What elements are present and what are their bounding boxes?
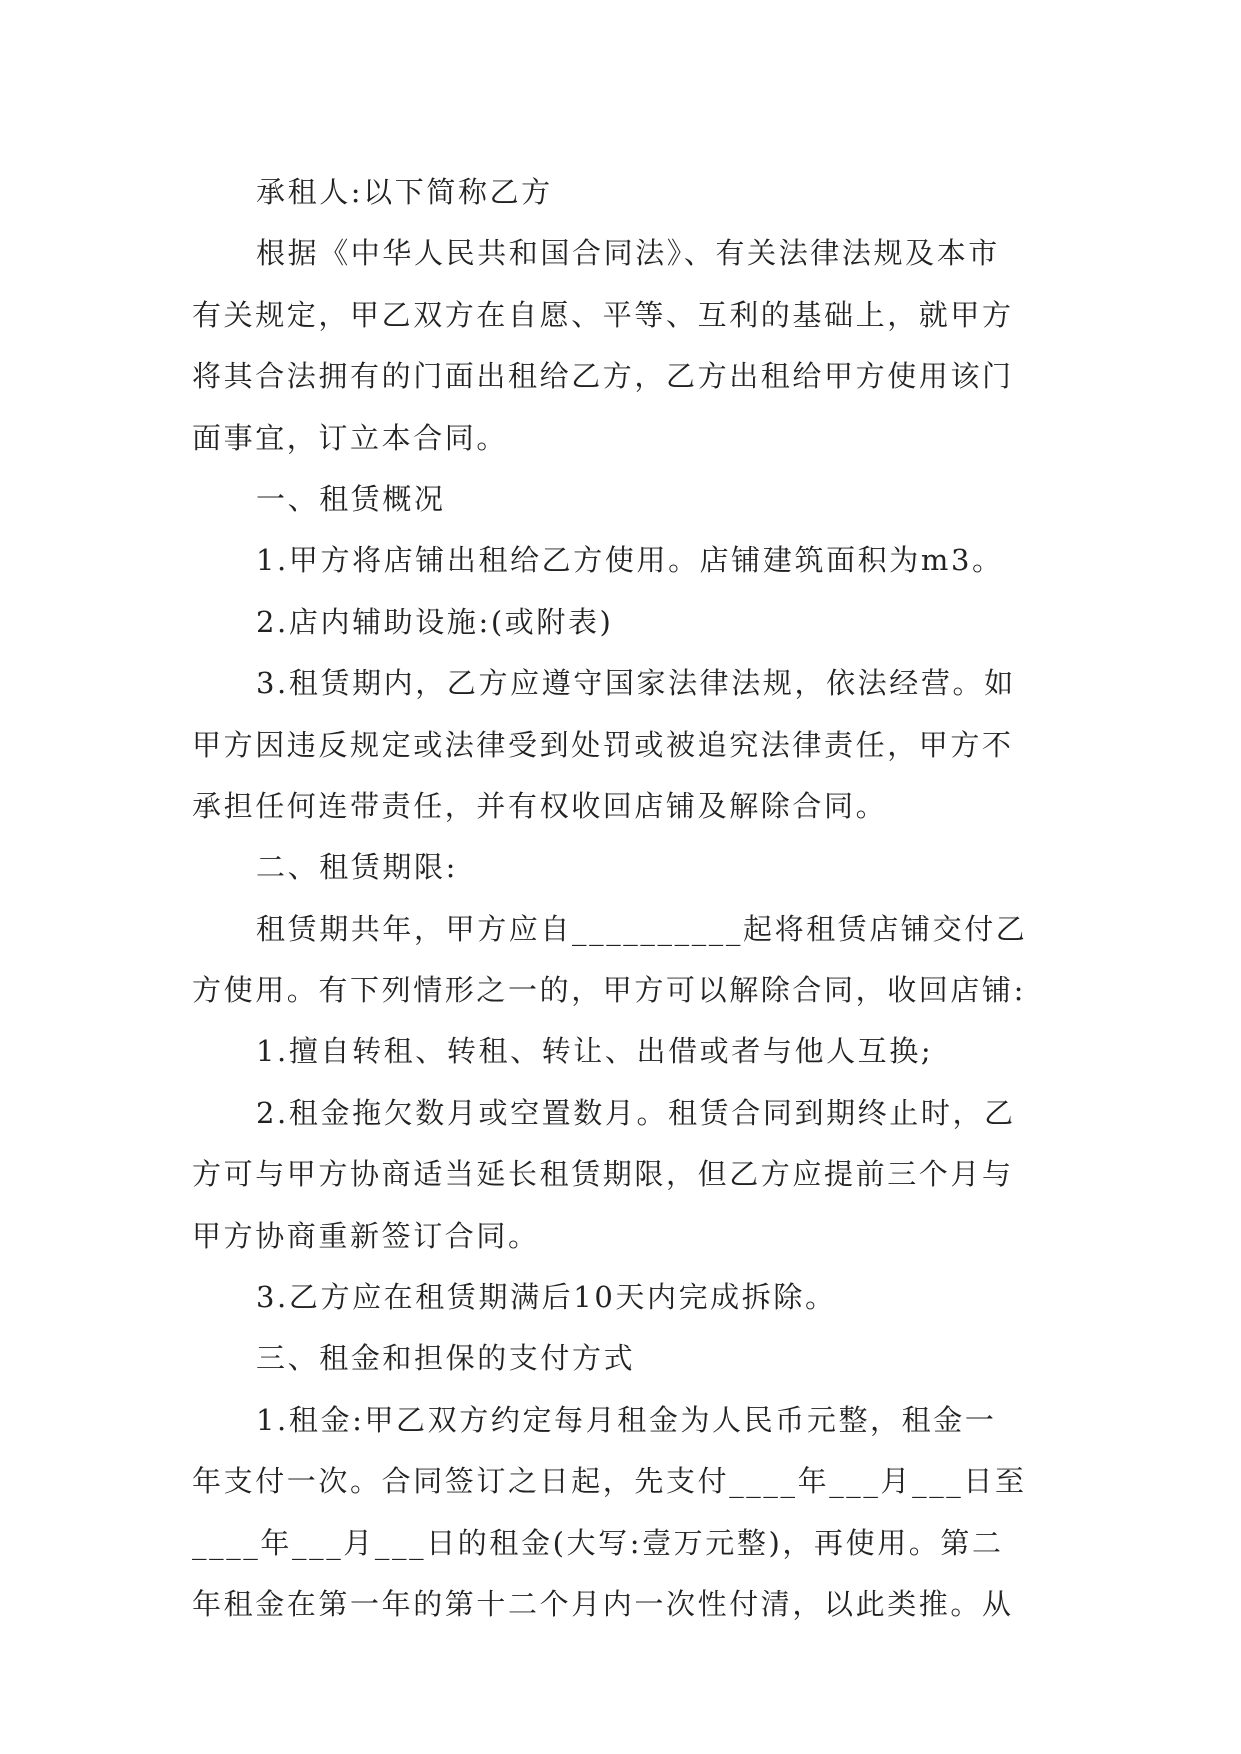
paragraph-line: 2.租金拖欠数月或空置数月。租赁合同到期终止时，乙: [256, 1095, 1016, 1130]
paragraph-line: 年支付一次。合同签订之日起，先支付____年___月___日至: [192, 1464, 1027, 1499]
paragraph-line: 1.甲方将店铺出租给乙方使用。店铺建筑面积为m3。: [256, 543, 1004, 578]
paragraph-line: 面事宜，订立本合同。: [192, 420, 509, 455]
paragraph-line: 租赁期共年，甲方应自__________起将租赁店铺交付乙: [256, 911, 1028, 946]
paragraph-line: 3.乙方应在租赁期满后10天内完成拆除。: [256, 1280, 837, 1315]
section-heading: 一、租赁概况: [256, 481, 446, 516]
paragraph-line: 1.擅自转租、转租、转让、出借或者与他人互换;: [256, 1034, 934, 1069]
paragraph-line: 甲方因违反规定或法律受到处罚或被追究法律责任，甲方不: [192, 727, 1014, 762]
section-heading: 二、租赁期限:: [256, 850, 458, 885]
paragraph-line: 1.租金:甲乙双方约定每月租金为人民币元整，租金一: [256, 1402, 997, 1437]
paragraph-line: 年租金在第一年的第十二个月内一次性付清，以此类推。从: [192, 1586, 1014, 1621]
paragraph-line: 根据《中华人民共和国合同法》、有关法律法规及本市: [256, 236, 1000, 271]
paragraph-line: 承租人:以下简称乙方: [256, 175, 553, 209]
paragraph-line: ____年___月___日的租金(大写:壹万元整)，再使用。第二: [192, 1525, 1004, 1560]
paragraph-line: 甲方协商重新签订合同。: [192, 1218, 540, 1253]
paragraph-line: 将其合法拥有的门面出租给乙方，乙方出租给甲方使用该门: [192, 359, 1014, 394]
paragraph-line: 2.店内辅助设施:(或附表): [256, 604, 614, 639]
paragraph-line: 方可与甲方协商适当延长租赁期限，但乙方应提前三个月与: [192, 1157, 1014, 1192]
paragraph-line: 方使用。有下列情形之一的，甲方可以解除合同，收回店铺:: [192, 973, 1026, 1008]
paragraph-line: 3.租赁期内，乙方应遵守国家法律法规，依法经营。如: [256, 666, 1016, 701]
contract-text: [192, 162, 1054, 1635]
paragraph-line: 有关规定，甲乙双方在自愿、平等、互利的基础上，就甲方: [192, 297, 1014, 332]
paragraph-line: 承担任何连带责任，并有权收回店铺及解除合同。: [192, 788, 888, 823]
section-heading: 三、租金和担保的支付方式: [256, 1341, 636, 1376]
